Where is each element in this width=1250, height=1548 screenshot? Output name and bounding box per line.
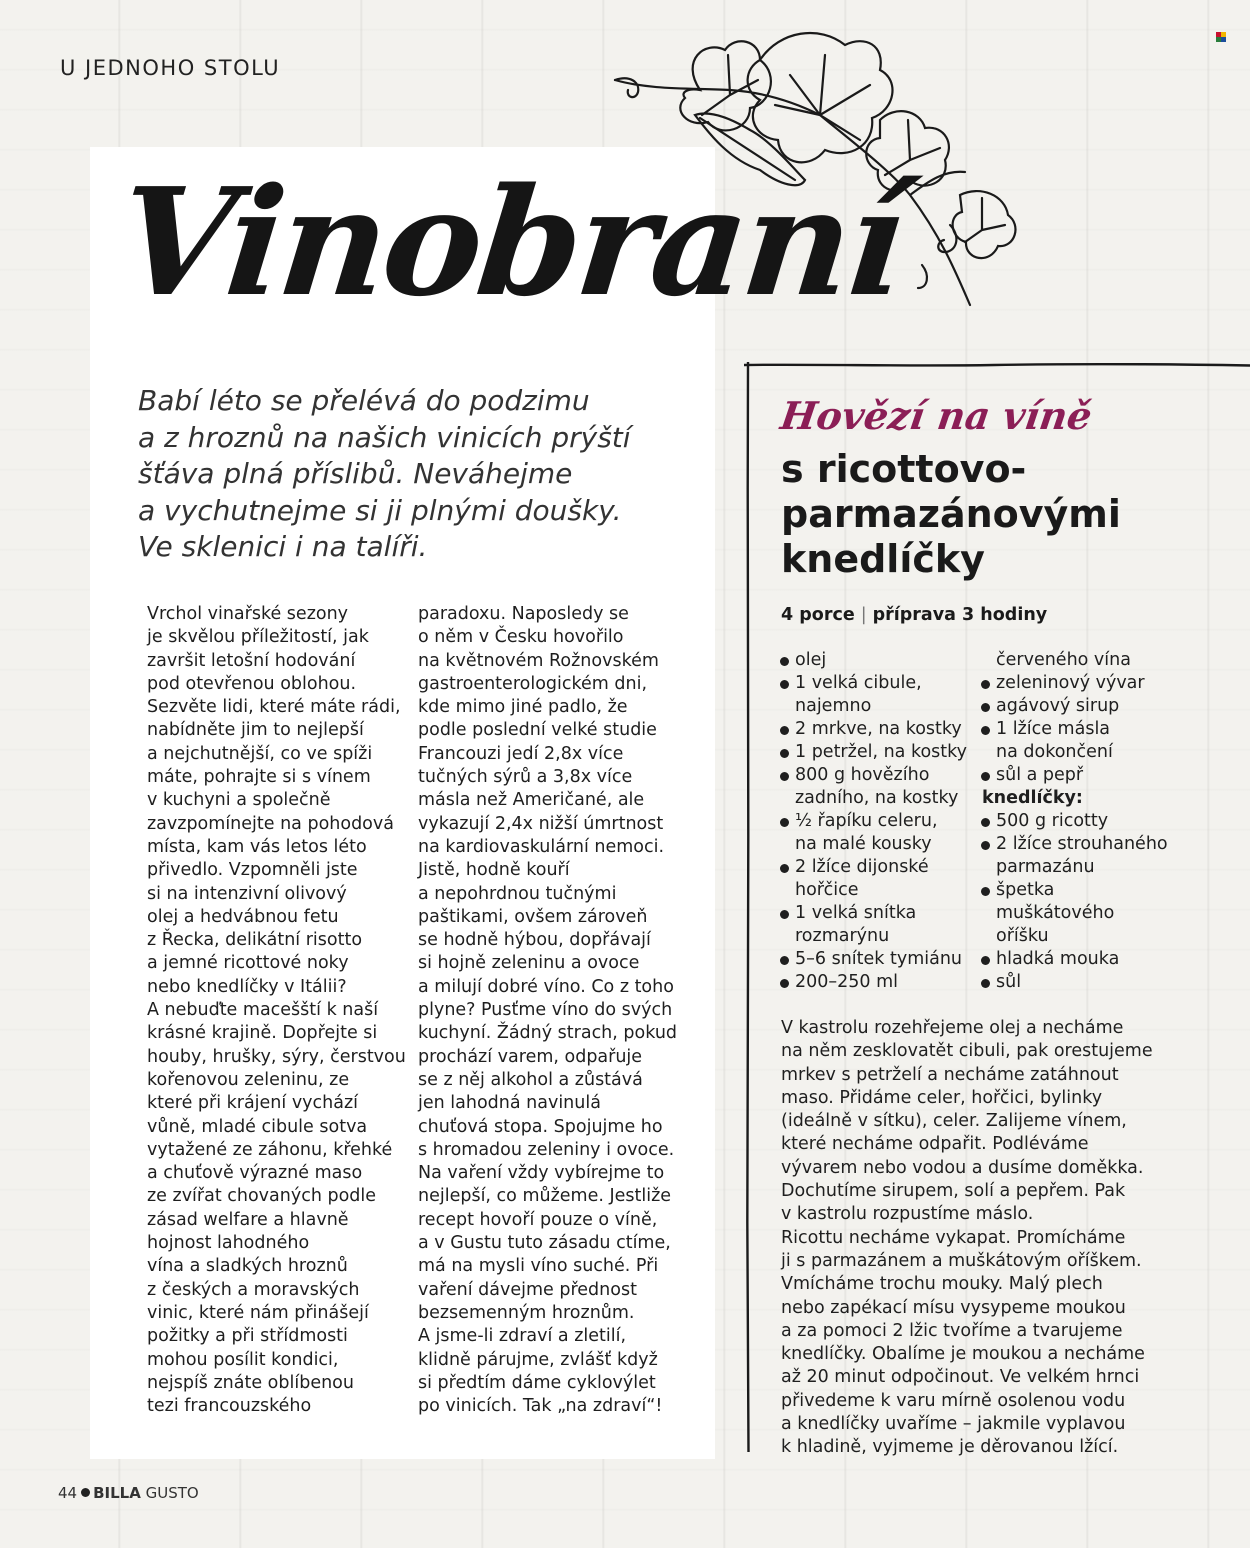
ingredient-item: parmazánu xyxy=(996,857,1095,877)
article-line: kde mimo jiné padlo, že xyxy=(418,697,628,718)
article-line: požitky a při střídmosti xyxy=(147,1326,348,1347)
article-line: které při krájení vychází xyxy=(147,1093,359,1114)
lead-line: šťáva plná příslibů. Neváhejme xyxy=(138,457,573,490)
recipe-title-line: parmazánovými xyxy=(781,492,1121,536)
recipe-title-line: knedlíčky xyxy=(781,537,985,581)
ingredient-item: zeleninový vývar xyxy=(980,672,1230,695)
article-line: jen lahodná navinulá xyxy=(418,1093,601,1114)
brand-mark-icon xyxy=(1216,32,1226,42)
page-footer xyxy=(58,1484,199,1502)
article-line: mohou posílit kondici, xyxy=(147,1349,339,1370)
article-line: na kardiovaskulární nemoci. xyxy=(418,836,665,857)
ingredient-item: špetka xyxy=(980,879,1230,902)
article-line: nejspíš znáte oblíbenou xyxy=(147,1372,354,1393)
article-line: a nejchutnější, co ve spíži xyxy=(147,743,373,764)
recipe-divider-vertical xyxy=(744,362,752,1452)
ingredient-item: olej xyxy=(779,649,979,672)
article-line: A jsme-li zdraví a zletilí, xyxy=(418,1326,627,1347)
recipe-method xyxy=(781,1017,1221,1460)
ingredient-item: agávový sirup xyxy=(980,695,1230,718)
ingredient-list-left xyxy=(779,649,979,994)
article-line: místa, kam vás letos léto xyxy=(147,836,367,857)
article-line: Na vaření vždy vybírejme to xyxy=(418,1163,665,1184)
ingredient-item: červeného vína xyxy=(996,650,1131,670)
article-line: vína a sladkých hroznů xyxy=(147,1256,348,1277)
method-line: a za pomoci 2 lžic tvoříme a tvarujeme xyxy=(781,1320,1123,1341)
lead-line: Ve sklenici i na talíři. xyxy=(138,530,428,563)
article-line: bezsemenným hroznům. xyxy=(418,1302,635,1323)
ingredient-item: oříšku xyxy=(996,926,1049,946)
article-line: tučných sýrů a 3,8x více xyxy=(418,767,633,788)
ingredient-item: sůl xyxy=(980,971,1230,994)
ingredient-subheading: knedlíčky: xyxy=(982,788,1083,808)
method-line: ji s parmazánem a muškátovým oříškem. xyxy=(781,1250,1142,1271)
method-line: (ideálně v sítku), celer. Zalijeme vínem, xyxy=(781,1111,1127,1132)
method-line: až 20 minut odpočinout. Ve velkém hrnci xyxy=(781,1367,1140,1388)
article-line: kuchyní. Žádný strach, pokud xyxy=(418,1023,678,1044)
recipe-script-title: Hovězí na víně xyxy=(777,393,1095,438)
article-line: si na intenzivní olivový xyxy=(147,883,347,904)
article-line: si hojně zeleninu a ovoce xyxy=(418,953,640,974)
meta-separator: | xyxy=(860,605,867,625)
lead-line: a vychutnejme si ji plnými doušky. xyxy=(138,493,622,527)
method-line: vývarem nebo vodou a dusíme doměkka. xyxy=(781,1157,1144,1178)
article-line: tezi francouzského xyxy=(147,1396,312,1417)
lead-paragraph xyxy=(138,383,698,566)
article-line: zavzpomínejte na pohodová xyxy=(147,813,394,834)
section-label: U JEDNOHO STOLU xyxy=(60,56,281,80)
article-line: vykazují 2,4x nižší úmrtnost xyxy=(418,813,664,834)
article-line: máte, pohrajte si s vínem xyxy=(147,767,371,788)
method-line: které necháme odpařit. Podléváme xyxy=(781,1134,1089,1155)
ingredient-item: 2 lžíce strouhaného xyxy=(980,833,1230,856)
article-line: pod otevřenou oblohou. xyxy=(147,673,357,694)
footer-brand: BILLA xyxy=(93,1484,141,1502)
recipe-title xyxy=(781,447,1201,582)
article-line: a milují dobré víno. Co z toho xyxy=(418,976,674,997)
ingredient-item: ½ řapíku celeru, xyxy=(779,810,979,833)
article-line: kořenovou zeleninu, ze xyxy=(147,1069,350,1090)
method-line: a knedlíčky uvaříme – jakmile vyplavou xyxy=(781,1414,1126,1435)
article-line: je skvělou příležitostí, jak xyxy=(147,627,369,648)
article-line: na květnovém Rožnovském xyxy=(418,650,659,671)
article-line: se z něj alkohol a zůstává xyxy=(418,1069,643,1090)
article-line: nebo knedlíčky v Itálii? xyxy=(147,976,347,997)
article-line: ze zvířat chovaných podle xyxy=(147,1186,377,1207)
lead-line: Babí léto se přelévá do podzimu xyxy=(138,384,590,417)
method-line: Vmícháme trochu mouky. Malý plech xyxy=(781,1274,1103,1295)
ingredient-item: hořčice xyxy=(795,880,859,900)
ingredient-item: 1 velká snítka xyxy=(779,902,979,925)
article-line: hojnost lahodného xyxy=(147,1233,310,1254)
article-line: a jemné ricottové noky xyxy=(147,953,349,974)
article-line: z Řecka, delikátní risotto xyxy=(147,930,363,951)
method-line: přivedeme k varu mírně osolenou vodu xyxy=(781,1390,1126,1411)
article-line: A nebuďte macešští k naší xyxy=(147,1000,379,1021)
article-line: recept hovoří pouze o víně, xyxy=(418,1209,658,1230)
ingredient-item: na dokončení xyxy=(996,742,1113,762)
ingredient-item: 2 mrkve, na kostky xyxy=(779,718,979,741)
ingredient-item: hladká mouka xyxy=(980,948,1230,971)
article-line: s hromadou zeleniny i ovoce. xyxy=(418,1139,675,1160)
method-line: maso. Přidáme celer, hořčici, bylinky xyxy=(781,1087,1103,1108)
ingredient-item: 2 lžíce dijonské xyxy=(779,856,979,879)
article-column-left xyxy=(147,603,407,1418)
method-line: V kastrolu rozehřejeme olej a necháme xyxy=(781,1018,1124,1038)
article-line: chuťová stopa. Spojujme ho xyxy=(418,1116,663,1137)
article-column-middle xyxy=(418,603,683,1418)
ingredient-item: na malé kousky xyxy=(795,834,932,854)
method-line: Dochutíme sirupem, solí a pepřem. Pak xyxy=(781,1181,1126,1202)
method-line: nebo zapékací mísu vysypeme moukou xyxy=(781,1297,1126,1318)
article-line: přivedlo. Vzpomněli jste xyxy=(147,860,358,881)
article-line: houby, hrušky, sýry, čerstvou xyxy=(147,1046,406,1067)
article-line: vinic, které nám přinášejí xyxy=(147,1302,369,1323)
article-line: a nepohrdnou tučnými xyxy=(418,883,617,904)
article-line: másla než Američané, ale xyxy=(418,790,645,811)
ingredient-item: 800 g hovězího xyxy=(779,764,979,787)
article-line: v kuchyni a společně xyxy=(147,790,331,811)
ingredient-item: sůl a pepř xyxy=(980,764,1230,787)
article-line: po vinicích. Tak „na zdraví“! xyxy=(418,1396,663,1417)
ingredient-item: 5–6 snítek tymiánu xyxy=(779,948,979,971)
article-line: vaření dávejme přednost xyxy=(418,1279,637,1300)
article-line: prochází varem, odpařuje xyxy=(418,1046,643,1067)
article-line: nejlepší, co můžeme. Jestliže xyxy=(418,1186,672,1207)
method-line: mrkev s petrželí a necháme zatáhnout xyxy=(781,1064,1119,1085)
ingredient-item: najemno xyxy=(795,696,872,716)
method-line: knedlíčky. Obalíme je moukou a necháme xyxy=(781,1344,1145,1365)
article-line: Jistě, hodně kouří xyxy=(418,860,570,881)
ingredient-item: 200–250 ml xyxy=(779,971,979,994)
ingredient-item: 500 g ricotty xyxy=(980,810,1230,833)
method-line: na něm zesklovatět cibuli, pak orestujeme xyxy=(781,1041,1153,1062)
article-line: nabídněte jim to nejlepší xyxy=(147,720,364,741)
ingredient-item: zadního, na kostky xyxy=(795,788,959,808)
ingredient-item: muškátového xyxy=(996,903,1115,923)
recipe-servings: 4 porce xyxy=(781,605,855,625)
recipe-prep-time: příprava 3 hodiny xyxy=(872,605,1048,625)
article-line: z českých a moravských xyxy=(147,1279,360,1300)
article-line: olej a hedvábnou fetu xyxy=(147,906,339,927)
article-line: o něm v Česku hovořilo xyxy=(418,627,624,648)
ingredient-list-right xyxy=(980,649,1230,994)
article-line: má na mysli víno suché. Při xyxy=(418,1256,659,1277)
article-line: a v Gustu tuto zásadu ctíme, xyxy=(418,1233,671,1254)
article-line: Francouzi jedí 2,8x více xyxy=(418,743,624,764)
lead-line: a z hroznů na našich vinicích prýští xyxy=(138,420,631,454)
page-number: 44 xyxy=(58,1484,78,1502)
article-line: si předtím dáme cyklovýlet xyxy=(418,1372,656,1393)
article-line: vytažené ze záhonu, křehké xyxy=(147,1139,393,1160)
article-line: Sezvěte lidi, které máte rádi, xyxy=(147,697,401,718)
article-line: podle poslední velké studie xyxy=(418,720,657,741)
article-line: krásné krajině. Dopřejte si xyxy=(147,1023,378,1044)
ingredient-item: 1 lžíce másla xyxy=(980,718,1230,741)
article-line: Vrchol vinařské sezony xyxy=(147,604,349,624)
recipe-divider-horizontal xyxy=(744,362,1250,368)
recipe-title-line: s ricottovo- xyxy=(781,447,1027,491)
article-line: završit letošní hodování xyxy=(147,650,356,671)
ingredient-item: 1 petržel, na kostky xyxy=(779,741,979,764)
footer-dot-icon xyxy=(81,1488,90,1497)
article-line: vůně, mladé cibule sotva xyxy=(147,1116,368,1137)
article-line: klidně párujme, zvlášť když xyxy=(418,1349,658,1370)
article-line: a chuťově výrazné maso xyxy=(147,1163,363,1184)
method-line: v kastrolu rozpustíme máslo. xyxy=(781,1204,1034,1225)
article-line: zásad welfare a hlavně xyxy=(147,1209,349,1230)
ingredient-item: rozmarýnu xyxy=(795,926,890,946)
ingredient-item: 1 velká cibule, xyxy=(779,672,979,695)
page-title: Vinobraní xyxy=(110,155,910,329)
method-line: k hladině, vyjmeme je děrovanou lžící. xyxy=(781,1437,1119,1458)
article-line: plyne? Pusťme víno do svých xyxy=(418,1000,673,1021)
method-line: Ricottu necháme vykapat. Promícháme xyxy=(781,1227,1126,1248)
article-line: paštikami, ovšem zároveň xyxy=(418,906,648,927)
article-line: paradoxu. Naposledy se xyxy=(418,604,629,624)
article-line: se hodně hýbou, dopřávají xyxy=(418,930,651,951)
article-line: gastroenterologickém dni, xyxy=(418,673,648,694)
footer-magazine: GUSTO xyxy=(145,1484,199,1502)
recipe-meta xyxy=(781,605,1047,625)
